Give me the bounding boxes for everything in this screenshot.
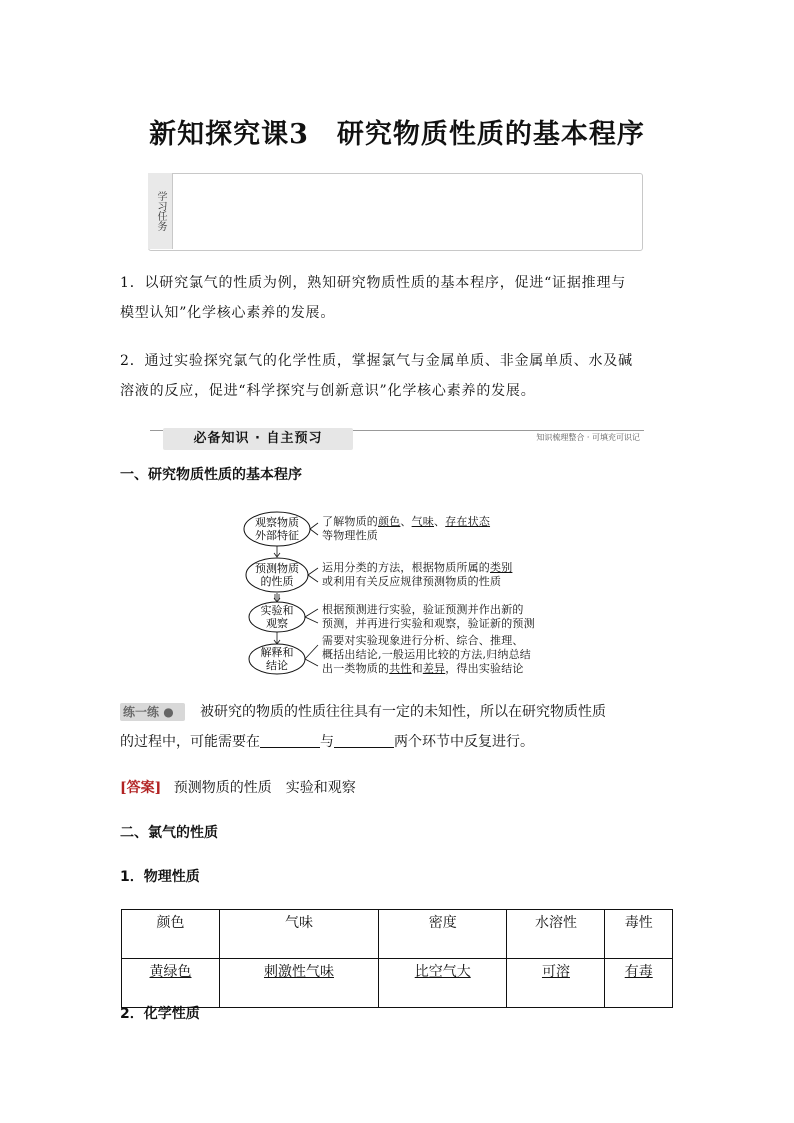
flow-desc-2-prefix: 运用分类的方法，根据物质所属的 <box>322 561 490 574</box>
table-header-cell: 毒性 <box>605 910 673 959</box>
flow-step-3-line1: 实验和 <box>260 605 294 617</box>
flow-desc-3-line2: 预测，并再进行实验和观察，验证新的预测 <box>322 617 535 630</box>
learning-task-label: 学习任务 <box>148 173 173 249</box>
flow-desc-1-sep: 、 <box>400 515 412 528</box>
table-row <box>122 959 673 1008</box>
answer <box>120 777 356 797</box>
table-header-cell: 颜色 <box>122 910 220 959</box>
flow-desc-4-mid: 和 <box>411 662 423 675</box>
flow-desc-4-difference: 差异 <box>422 662 446 675</box>
table-cell: 比空气大 <box>378 959 506 1008</box>
flow-desc-1-sep2: 、 <box>434 515 446 528</box>
answer-tag: [答案] <box>120 780 162 796</box>
flow-desc-1-smell: 气味 <box>411 515 435 528</box>
objective-1-line2: 模型认知”化学核心素养的发展。 <box>120 305 336 321</box>
table-cell: 黄绿色 <box>122 959 220 1008</box>
flow-desc-1-state: 存在状态 <box>445 515 491 528</box>
flow-step-2-line1: 预测物质 <box>255 563 299 575</box>
practice-blank-2 <box>334 733 394 748</box>
practice-tag-label: 练一练 <box>123 705 160 719</box>
flow-step-2 <box>246 558 308 592</box>
flow-desc-1-line2: 等物理性质 <box>322 529 378 542</box>
section2-heading: 二、氯气的性质 <box>120 825 218 841</box>
objective-2-line2: 溶液的反应，促进“科学探究与创新意识”化学核心素养的发展。 <box>120 383 536 399</box>
practice-line1: 被研究的物质的性质往往具有一定的未知性，所以在研究物质性质 <box>200 704 606 720</box>
flow-desc-4-line2: 概括出结论,一般运用比较的方法,归纳总结 <box>322 648 531 661</box>
table-cell: 刺激性气味 <box>220 959 379 1008</box>
flow-desc-4-commonality: 共性 <box>389 662 412 675</box>
page-title: 新知探究课3 研究物质性质的基本程序 <box>149 119 645 150</box>
objective-2 <box>120 346 680 406</box>
flow-desc-2-line2: 或利用有关反应规律预测物质的性质 <box>322 575 502 588</box>
practice-question <box>120 697 680 757</box>
objective-2-line1: 2．通过实验探究氯气的化学性质，掌握氯气与金属单质、非金属单质、水及碱 <box>120 353 633 369</box>
flow-desc-2-category: 类别 <box>490 561 513 574</box>
flow-step-4 <box>249 644 305 674</box>
table-cell: 有毒 <box>605 959 673 1008</box>
flow-step-3 <box>249 602 305 632</box>
table-header-cell: 气味 <box>220 910 379 959</box>
flow-desc-2 <box>322 561 512 589</box>
table-header-cell: 水溶性 <box>507 910 605 959</box>
practice-line2-c: 两个环节中反复进行。 <box>394 734 534 750</box>
flow-step-4-line1: 解释和 <box>260 647 294 659</box>
practice-line2-b: 与 <box>320 734 334 750</box>
practice-line2-a: 的过程中，可能需要在 <box>120 734 260 750</box>
flow-step-4-line2: 结论 <box>266 660 288 672</box>
flow-desc-4-prefix: 出一类物质的 <box>322 662 390 675</box>
practice-line2 <box>120 727 680 757</box>
flow-step-2-line2: 的性质 <box>260 576 294 588</box>
table-header-row <box>122 910 673 959</box>
flow-desc-3-line1: 根据预测进行实验，验证预测并作出新的 <box>322 603 524 616</box>
flow-desc-1-prefix: 了解物质的 <box>322 515 378 528</box>
objective-1 <box>120 268 680 328</box>
flow-step-1-line1: 观察物质 <box>255 517 299 529</box>
section1-heading: 一、研究物质性质的基本程序 <box>120 467 302 483</box>
practice-dot-icon: ● <box>163 705 174 719</box>
learning-task-box <box>148 173 643 251</box>
practice-blank-1 <box>260 733 320 748</box>
flow-step-1-line2: 外部特征 <box>255 530 299 542</box>
section-banner: 必备知识 · 自主预习 <box>163 428 353 450</box>
physical-properties-table <box>121 909 673 1008</box>
objective-1-line1: 1．以研究氯气的性质为例，熟知研究物质性质的基本程序，促进“证据推理与 <box>120 275 627 291</box>
banner-note: 知识梳理整合 · 可填充可识记 <box>536 433 640 442</box>
table-cell: 可溶 <box>507 959 605 1008</box>
flow-step-1 <box>244 512 310 546</box>
flow-desc-3 <box>322 603 535 631</box>
flow-desc-1 <box>322 515 490 543</box>
physical-properties-heading: 1．物理性质 <box>120 869 200 885</box>
flow-desc-4 <box>322 634 531 676</box>
flow-desc-4-line1: 需要对实验现象进行分析、综合、推理、 <box>322 634 524 647</box>
flow-step-3-line2: 观察 <box>266 618 288 630</box>
table-header-cell: 密度 <box>378 910 506 959</box>
flow-desc-1-color: 颜色 <box>378 515 401 528</box>
answer-text: 预测物质的性质 实验和观察 <box>173 780 356 796</box>
chemical-properties-heading: 2．化学性质 <box>120 1006 200 1022</box>
flow-desc-4-suffix: ，得出实验结论 <box>445 662 524 675</box>
